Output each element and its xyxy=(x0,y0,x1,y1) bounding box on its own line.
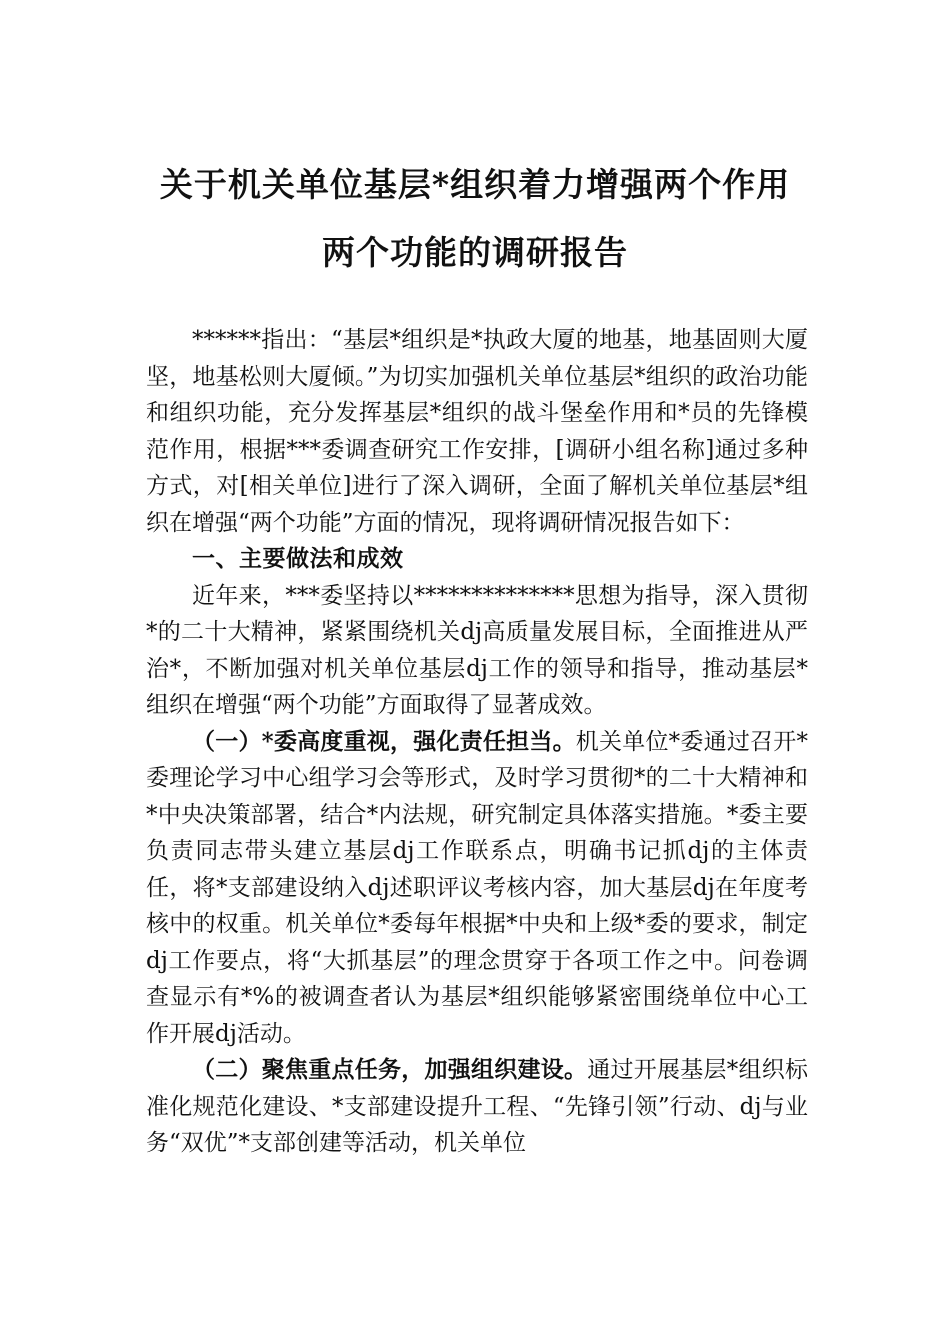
section-heading-1: 一、主要做法和成效 xyxy=(192,546,404,572)
document-body xyxy=(146,322,808,1162)
subsection-1-text: 机关单位*委通过召开*委理论学习中心组学习会等形式，及时学习贯彻*的二十大精神和*中央决策部署，结合*内法规，研究制定具体落实措施。*委主要负责同志带头建立基层dj工作联系点，明确书记抓dj的主体责任，将*支部建设纳入dj述职评议考核内容，加大基层dj在年度考核中的权重。机关单位*委每年根据*中央和上级*委的要求，制定dj工作要点，将“大抓基层”的理念贯穿于各项工作之中。问卷调查显示有*%的被调查者认为基层*组织能够紧密围绕单位中心工作开展dj活动。 xyxy=(146,728,809,1047)
subsection-2-paragraph xyxy=(146,1052,808,1162)
subsection-2-text: 通过开展基层*组织标准化规范化建设、*支部建设提升工程、“先锋引领”行动、dj与业务“双优”*支部创建等活动，机关单位 xyxy=(146,1057,808,1156)
intro-paragraph: ******指出：“基层*组织是*执政大厦的地基，地基固则大厦坚，地基松则大厦倾。”为切实加强机关单位基层*组织的政治功能和组织功能，充分发挥基层*组织的战斗堡垒作用和*员的先锋模范作用，根据***委调查研究工作安排，[调研小组名称]通过多种方式，对[相关单位]进行了深入调研，全面了解机关单位基层*组织在增强“两个功能”方面的情况，现将调研情况报告如下： xyxy=(146,327,808,536)
section-1-paragraph: 近年来，***委坚持以**************思想为指导，深入贯彻*的二十大精神，紧紧围绕机关dj高质量发展目标，全面推进从严治*，不断加强对机关单位基层dj工作的领导和指导，推动基层*组织在增强“两个功能”方面取得了显著成效。 xyxy=(146,582,808,718)
document-title-line-2: 两个功能的调研报告 xyxy=(322,233,628,272)
subsection-1-lead: （一）*委高度重视，强化责任担当。 xyxy=(192,727,576,755)
subsection-2-lead: （二）聚焦重点任务，加强组织建设。 xyxy=(192,1056,588,1083)
subsection-1-paragraph xyxy=(146,724,808,1053)
document-title-line-1: 关于机关单位基层*组织着力增强两个作用 xyxy=(159,165,791,204)
